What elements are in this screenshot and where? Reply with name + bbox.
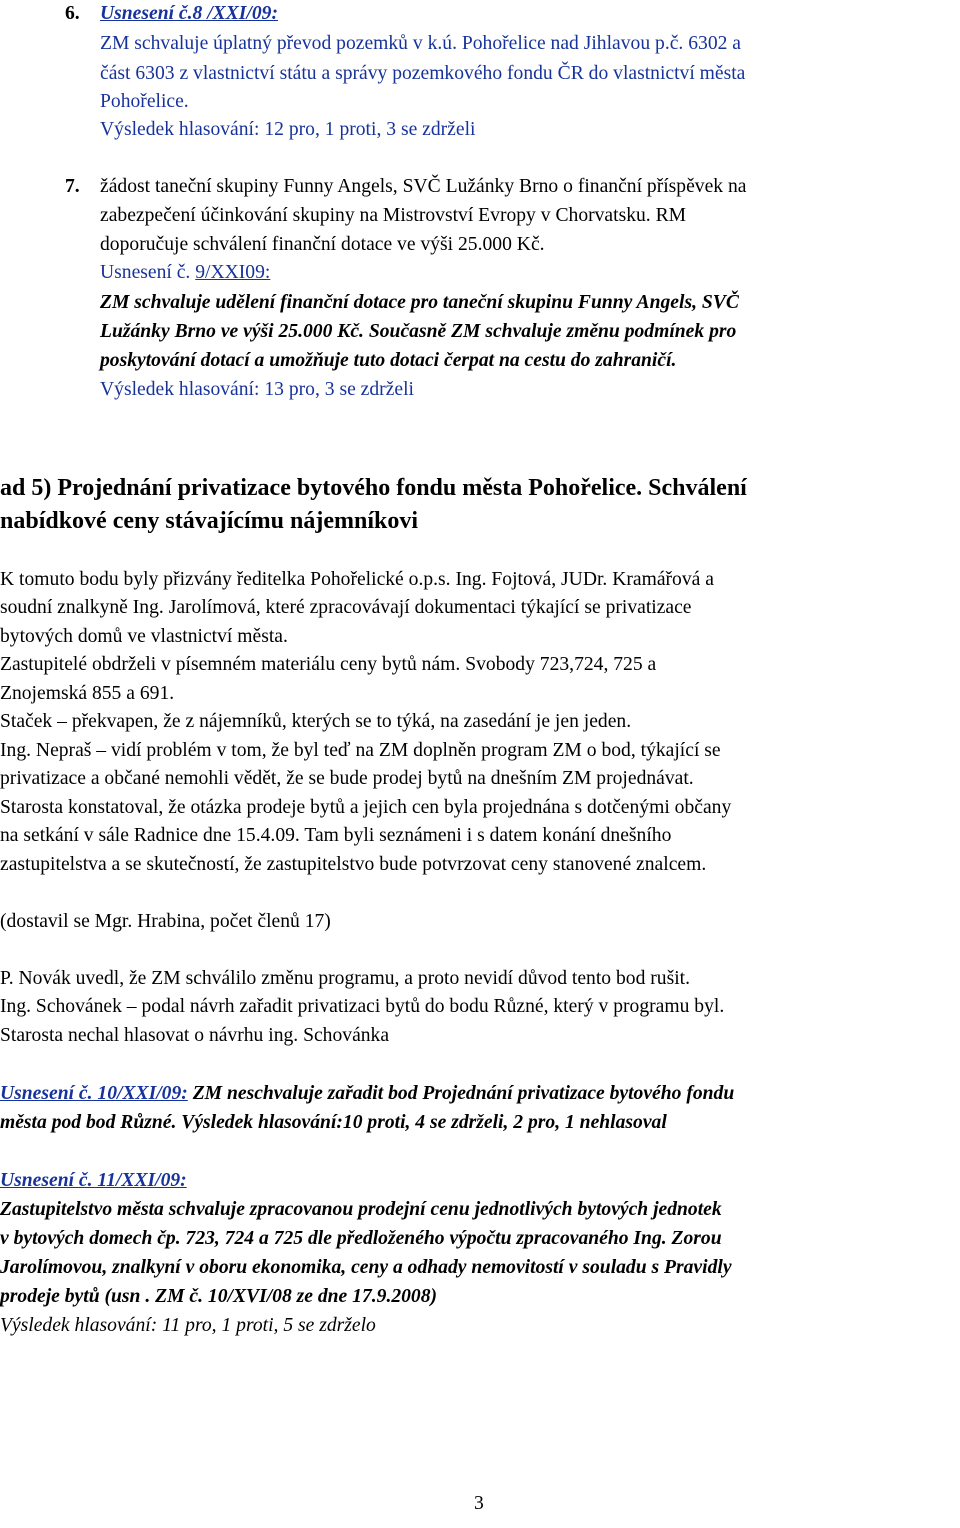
resolution-11-vote: Výsledek hlasování: 11 pro, 1 proti, 5 se zdrželo [0, 1315, 376, 1336]
item-6-text-line: část 6303 z vlastnictví státu a správy pozemkového fondu ČR do vlastnictví města [100, 63, 746, 84]
section-5-heading-cont: nabídkové ceny stávajícímu nájemníkovi [0, 508, 419, 534]
resolution-10-text: města pod bod Různé. [0, 1112, 177, 1133]
resolution-part: Současně ZM schvaluje změnu podmínek pro [363, 321, 737, 342]
body-line: Starosta konstatoval, že otázka prodeje bytů a jejich cen byla projednána s dotčenými občany [0, 797, 732, 818]
item-7-text-line: žádost taneční skupiny Funny Angels, SVČ Lužánky Brno o finanční příspěvek na [100, 176, 747, 197]
body-line: Staček – překvapen, že z nájemníků, kterých se to týká, na zasedání je jen jeden. [0, 711, 632, 732]
item-6-text-line: ZM schvaluje úplatný převod pozemků v k.ú. Pohořelice nad Jihlavou p.č. 6302 a [100, 33, 742, 54]
resolution-11-line: Zastupitelstvo města schvaluje zpracovanou prodejní cenu jednotlivých bytových jednotek [0, 1199, 722, 1220]
resolution-part: Lužánky Brno ve výši 25.000 Kč. [100, 321, 364, 342]
body-line: privatizace a občané nemohli vědět, že se bude prodej bytů na dnešním ZM projednávat. [0, 768, 694, 789]
item-7-text-line: doporučuje schválení finanční dotace ve výši 25.000 Kč. [100, 234, 545, 255]
item-7-number: 7. [65, 176, 80, 197]
resolution-10-vote: Výsledek hlasování:10 proti, 4 se zdrželi, 2 pro, 1 nehlasoval [176, 1112, 667, 1133]
resolution-11-line: v bytových domech čp. 723, 724 a 725 dle předloženého výpočtu zpracovaného Ing. Zorou [0, 1228, 722, 1249]
body-line: Ing. Nepraš – vidí problém v tom, že byl teď na ZM doplněn program ZM o bod, týkající se [0, 740, 721, 761]
resolution-11-label: Usnesení č. 11/XXI/09: [0, 1170, 187, 1191]
page-number: 3 [474, 1493, 484, 1514]
attendance-note: (dostavil se Mgr. Hrabina, počet členů 17) [0, 911, 331, 932]
body-line: na setkání v sále Radnice dne 15.4.09. Tam byli seznámeni i s datem konání dnešního [0, 825, 672, 846]
item-6-number: 6. [65, 3, 80, 24]
resolution-10-line [0, 1080, 734, 1108]
item-7-resolution-line: poskytování dotací a umožňuje tuto dotaci čerpat na cestu do zahraničí. [100, 350, 677, 371]
item-6-text-line: Pohořelice. [100, 91, 189, 112]
resolution-10-text: ZM neschvaluje zařadit bod Projednání privatizace bytového fondu [187, 1083, 735, 1104]
usneseni-number: 9/XXI09: [195, 262, 271, 283]
discussion-line: Starosta nechal hlasovat o návrhu ing. Schovánka [0, 1025, 390, 1046]
item-7-resolution-line [100, 318, 736, 346]
body-line: bytových domů ve vlastnictví města. [0, 626, 288, 647]
item-7-text-line: zabezpečení účinkování skupiny na Mistrovství Evropy v Chorvatsku. RM [100, 205, 687, 226]
item-6-usneseni-label: Usnesení č.8 /XXI/09: [100, 3, 278, 24]
resolution-11-line: Jarolímovou, znalkyní v oboru ekonomika, ceny a odhady nemovitostí v souladu s Pravidly [0, 1257, 732, 1278]
section-5-heading: ad 5) Projednání privatizace bytového fondu města Pohořelice. Schválení [0, 475, 747, 501]
item-7-vote: Výsledek hlasování: 13 pro, 3 se zdrželi [100, 379, 414, 400]
resolution-10-label: Usnesení č. 10/XXI/09: [0, 1083, 188, 1104]
body-line: Znojemská 855 a 691. [0, 683, 175, 704]
resolution-11-line: prodeje bytů (usn . ZM č. 10/XVI/08 ze dne 17.9.2008) [0, 1286, 438, 1307]
discussion-line: P. Novák uvedl, že ZM schválilo změnu programu, a proto nevidí důvod tento bod rušit. [0, 968, 691, 989]
resolution-10-line [0, 1109, 667, 1137]
usneseni-prefix: Usnesení č. [100, 262, 196, 283]
body-line: K tomuto bodu byly přizvány ředitelka Pohořelické o.p.s. Ing. Fojtová, JUDr. Kramářová a [0, 569, 714, 590]
discussion-line: Ing. Schovánek – podal návrh zařadit privatizaci bytů do bodu Různé, který v programu byl. [0, 996, 725, 1017]
body-line: soudní znalkyně Ing. Jarolímová, které zpracovávají dokumentaci týkající se privatizace [0, 597, 692, 618]
item-6-vote: Výsledek hlasování: 12 pro, 1 proti, 3 se zdrželi [100, 119, 476, 140]
body-line: zastupitelstva a se skutečností, že zastupitelstvo bude potvrzovat ceny stanovené znalcem. [0, 854, 707, 875]
body-line: Zastupitelé obdrželi v písemném materiálu ceny bytů nám. Svobody 723,724, 725 a [0, 654, 657, 675]
item-7-resolution-line: ZM schvaluje udělení finanční dotace pro taneční skupinu Funny Angels, SVČ [100, 292, 739, 313]
item-7-usneseni-label [100, 259, 270, 287]
